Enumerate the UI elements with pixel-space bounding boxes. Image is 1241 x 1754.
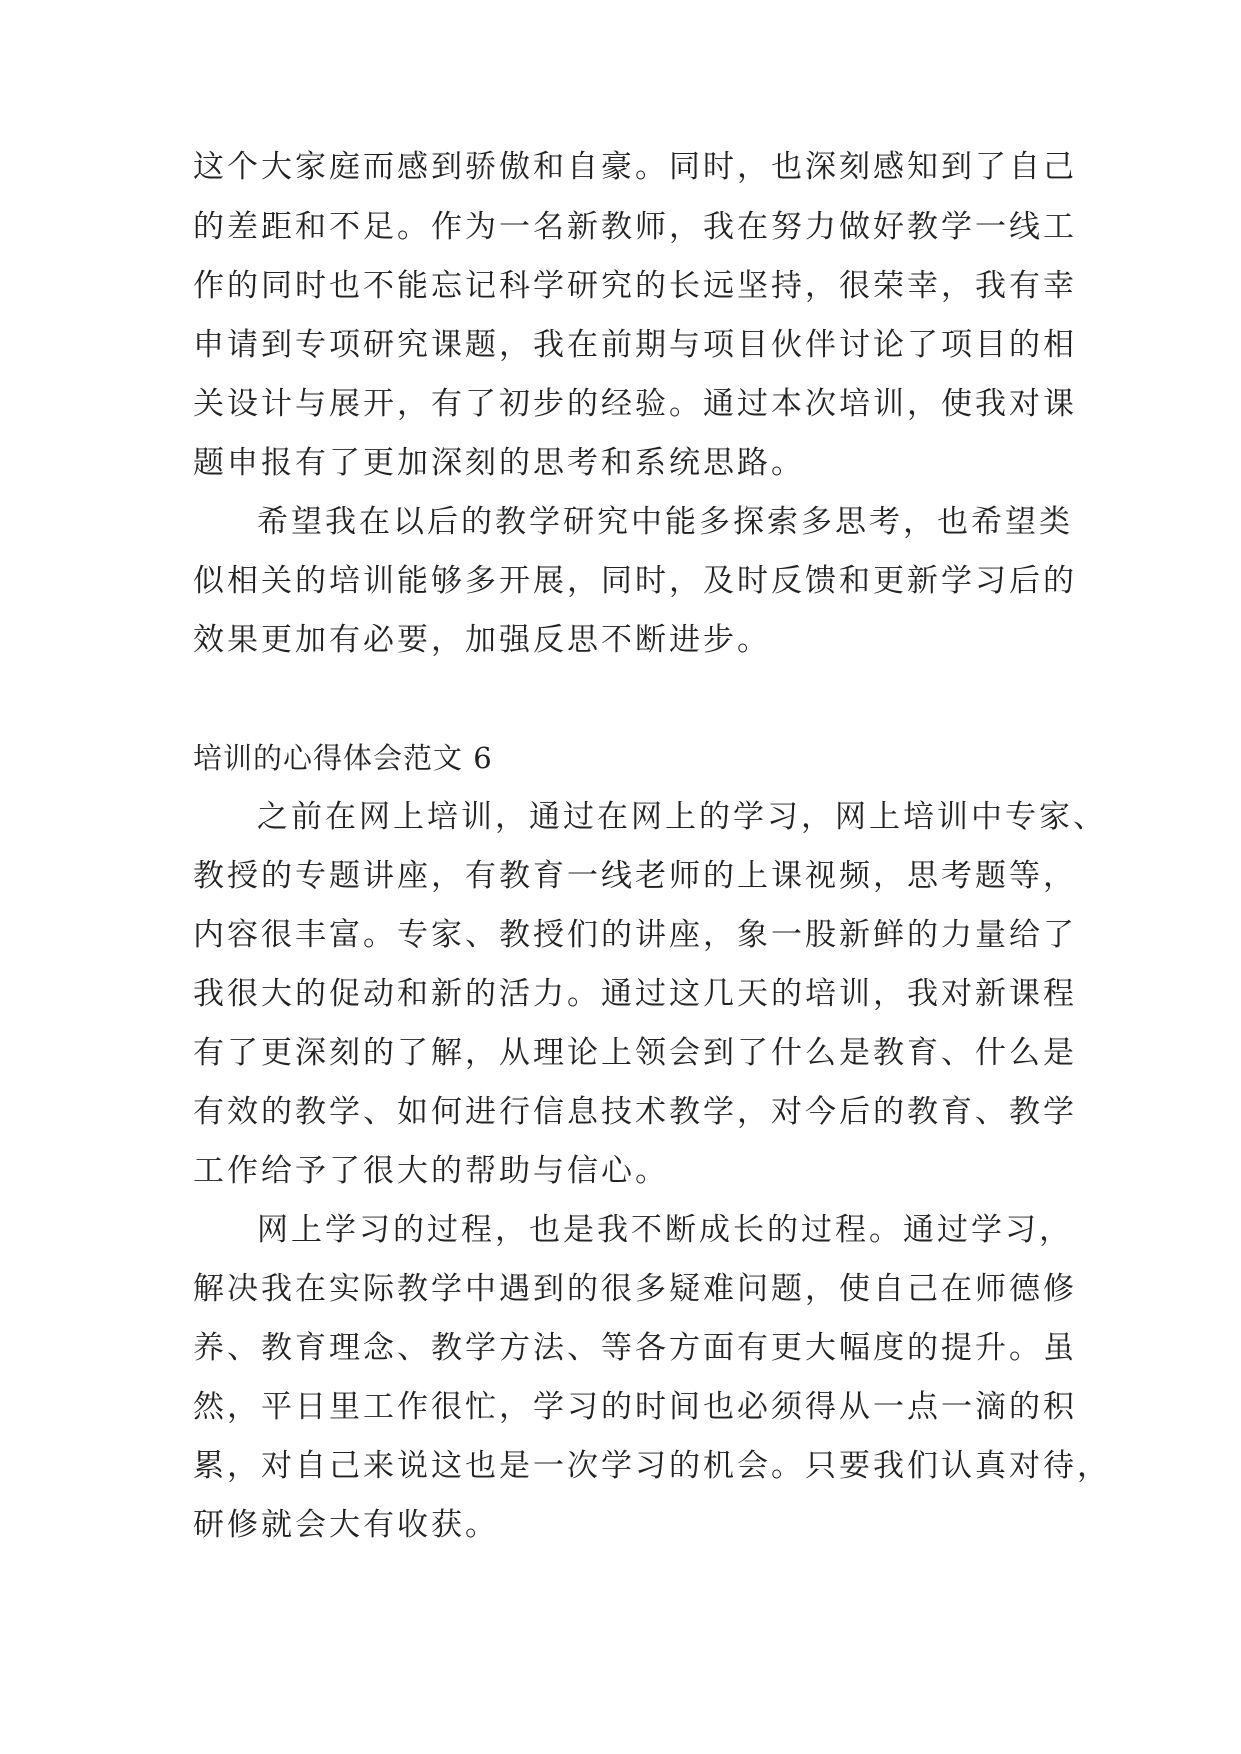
paragraph-line: 的差距和不足。作为一名新教师，我在努力做好教学一线工 xyxy=(193,209,1077,245)
paragraph-line: 似相关的培训能够多开展，同时，及时反馈和更新学习后的 xyxy=(193,563,1077,599)
paragraph-line: 有效的教学、如何进行信息技术教学，对今后的教育、教学 xyxy=(193,1094,1077,1130)
paragraph-line: 工作给予了很大的帮助与信心。 xyxy=(193,1153,669,1189)
paragraph-line: 效果更加有必要，加强反思不断进步。 xyxy=(193,622,771,658)
paragraph-line: 申请到专项研究课题，我在前期与项目伙伴讨论了项目的相 xyxy=(193,327,1077,363)
paragraph-line: 教授的专题讲座，有教育一线老师的上课视频，思考题等， xyxy=(193,858,1077,894)
paragraph-line: 我很大的促动和新的活力。通过这几天的培训，我对新课程 xyxy=(193,976,1077,1012)
paragraph-line: 累，对自己来说这也是一次学习的机会。只要我们认真对待， xyxy=(193,1448,1111,1484)
paragraph-line: 解决我在实际教学中遇到的很多疑难问题，使自己在师德修 xyxy=(193,1271,1077,1307)
paragraph-line: 希望我在以后的教学研究中能多探索多思考，也希望类 xyxy=(257,504,1073,540)
paragraph-line: 这个大家庭而感到骄傲和自豪。同时，也深刻感知到了自己 xyxy=(193,149,1077,185)
paragraph-line: 然，平日里工作很忙，学习的时间也必须得从一点一滴的积 xyxy=(193,1389,1077,1425)
paragraph-line: 之前在网上培训，通过在网上的学习，网上培训中专家、 xyxy=(257,799,1107,835)
paragraph-line: 题申报有了更加深刻的思考和系统思路。 xyxy=(193,445,805,481)
section-title: 培训的心得体会范文 6 xyxy=(193,741,493,775)
paragraph-line: 关设计与展开，有了初步的经验。通过本次培训，使我对课 xyxy=(193,386,1077,422)
paragraph-line: 网上学习的过程，也是我不断成长的过程。通过学习， xyxy=(257,1212,1073,1248)
paragraph-line: 内容很丰富。专家、教授们的讲座，象一股新鲜的力量给了 xyxy=(193,917,1077,953)
paragraph-line: 有了更深刻的了解，从理论上领会到了什么是教育、什么是 xyxy=(193,1035,1077,1071)
paragraph-line: 养、教育理念、教学方法、等各方面有更大幅度的提升。虽 xyxy=(193,1330,1077,1366)
paragraph-line: 研修就会大有收获。 xyxy=(193,1507,499,1543)
paragraph-line: 作的同时也不能忘记科学研究的长远坚持，很荣幸，我有幸 xyxy=(193,268,1077,304)
